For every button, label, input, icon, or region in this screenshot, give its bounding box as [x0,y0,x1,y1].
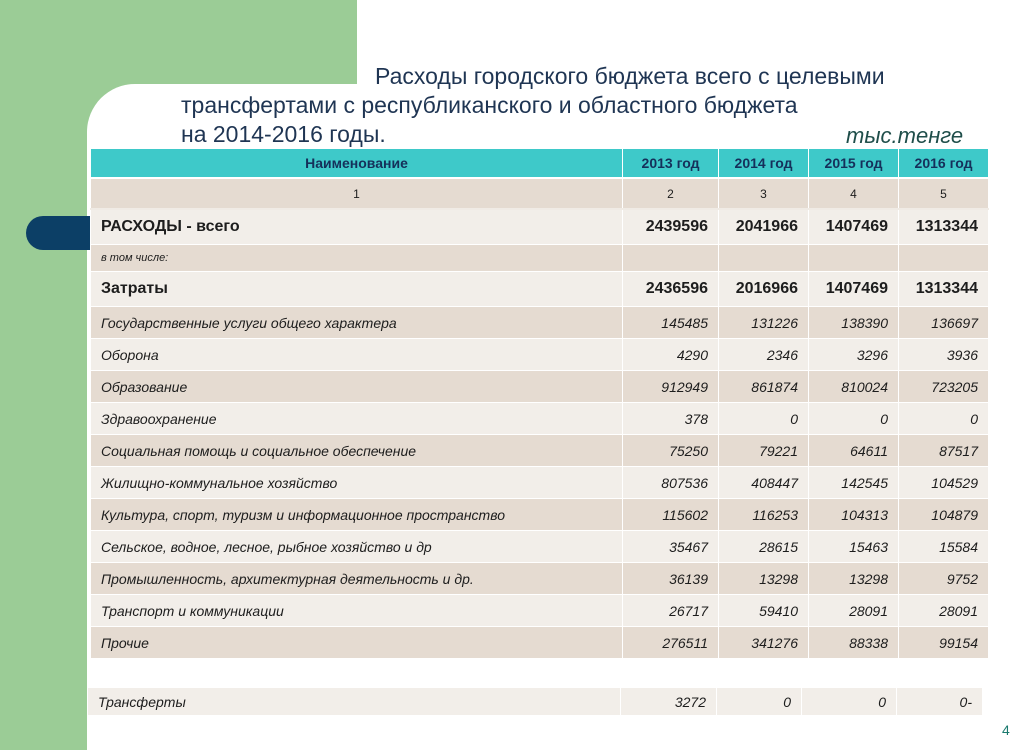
cell-2016: 723205 [899,371,989,403]
row-label: в том числе: [91,245,623,272]
table-row-including [91,245,989,272]
slide-title-line1: Расходы городского бюджета всего с целевыми [375,63,885,89]
cell-2014: 2346 [719,339,809,371]
table-row-transfers [88,688,983,716]
cell-2015: 15463 [809,531,899,563]
cell-2013: 145485 [623,307,719,339]
cell-2015: 138390 [809,307,899,339]
table-header-row [91,149,989,179]
cell-2015: 104313 [809,499,899,531]
header-2016: 2016 год [899,149,989,179]
row-label: Трансферты [88,688,621,716]
decorative-pill [26,216,94,250]
cell-2015: 1407469 [809,272,899,307]
table-row-costs [91,272,989,307]
cell-2016: 99154 [899,627,989,659]
col-number: 4 [809,178,899,209]
cell-2013: 36139 [623,563,719,595]
cell-2013 [623,245,719,272]
cell-2014: 408447 [719,467,809,499]
cell-2014: 59410 [719,595,809,627]
cell-2016: 87517 [899,435,989,467]
cell-2016: 136697 [899,307,989,339]
col-number: 2 [623,178,719,209]
table-row [91,563,989,595]
cell-2013: 26717 [623,595,719,627]
cell-2016: 104879 [899,499,989,531]
cell-2013: 378 [623,403,719,435]
header-2014: 2014 год [719,149,809,179]
cell-2016: 3936 [899,339,989,371]
table-row-total [91,209,989,245]
cell-2016: 28091 [899,595,989,627]
row-label: Оборона [91,339,623,371]
cell-2013: 2439596 [623,209,719,245]
row-label: Прочие [91,627,623,659]
cell-2014 [719,245,809,272]
cell-2014: 28615 [719,531,809,563]
slide-title-line3: на 2014-2016 годы. [181,121,386,147]
col-number: 5 [899,178,989,209]
cell-2016 [899,245,989,272]
cell-2016: 9752 [899,563,989,595]
cell-2014: 13298 [719,563,809,595]
slide-title-line2: трансфертами с республиканского и областного бюджета [181,92,798,118]
row-label: Социальная помощь и социальное обеспечение [91,435,623,467]
col-number: 3 [719,178,809,209]
row-label: РАСХОДЫ - всего [91,209,623,245]
cell-2014: 116253 [719,499,809,531]
cell-2013: 115602 [623,499,719,531]
budget-table [90,148,989,659]
cell-2014: 79221 [719,435,809,467]
table-row [91,499,989,531]
cell-2014: 861874 [719,371,809,403]
cell-2014: 0 [717,688,802,716]
cell-2015: 0 [809,403,899,435]
cell-2016: 1313344 [899,209,989,245]
row-label: Транспорт и коммуникации [91,595,623,627]
row-label: Государственные услуги общего характера [91,307,623,339]
cell-2015: 64611 [809,435,899,467]
table-row [91,435,989,467]
row-label: Здравоохранение [91,403,623,435]
cell-2015: 142545 [809,467,899,499]
table-row [91,595,989,627]
header-2015: 2015 год [809,149,899,179]
table-row [91,371,989,403]
cell-2016: 0 [899,403,989,435]
cell-2013: 807536 [623,467,719,499]
table-row [91,403,989,435]
row-label: Промышленность, архитектурная деятельность и др. [91,563,623,595]
row-label: Затраты [91,272,623,307]
cell-2013: 912949 [623,371,719,403]
cell-2015: 13298 [809,563,899,595]
row-label: Жилищно-коммунальное хозяйство [91,467,623,499]
row-label: Сельское, водное, лесное, рыбное хозяйство и др [91,531,623,563]
cell-2014: 2041966 [719,209,809,245]
table-row [91,307,989,339]
cell-2013: 276511 [623,627,719,659]
cell-2014: 0 [719,403,809,435]
cell-2015: 1407469 [809,209,899,245]
cell-2015: 3296 [809,339,899,371]
cell-2013: 4290 [623,339,719,371]
cell-2013: 75250 [623,435,719,467]
cell-2015: 810024 [809,371,899,403]
column-number-row [91,178,989,209]
cell-2014: 341276 [719,627,809,659]
table-row [91,627,989,659]
cell-2014: 2016966 [719,272,809,307]
cell-2016: 1313344 [899,272,989,307]
cell-2013: 2436596 [623,272,719,307]
cell-2016: 104529 [899,467,989,499]
page-number: 4 [1002,722,1010,738]
cell-2015 [809,245,899,272]
cell-2015: 28091 [809,595,899,627]
cell-2013: 3272 [621,688,717,716]
table-row [91,339,989,371]
header-name: Наименование [91,149,623,179]
cell-2016: 15584 [899,531,989,563]
cell-2015: 88338 [809,627,899,659]
cell-2015: 0 [802,688,897,716]
unit-label: тыс.тенге [846,123,964,148]
transfers-table [87,687,983,716]
table-row [91,467,989,499]
row-label: Образование [91,371,623,403]
cell-2014: 131226 [719,307,809,339]
col-number: 1 [91,178,623,209]
cell-2013: 35467 [623,531,719,563]
table-row [91,531,989,563]
row-label: Культура, спорт, туризм и информационное пространство [91,499,623,531]
cell-2016: 0- [897,688,983,716]
header-2013: 2013 год [623,149,719,179]
